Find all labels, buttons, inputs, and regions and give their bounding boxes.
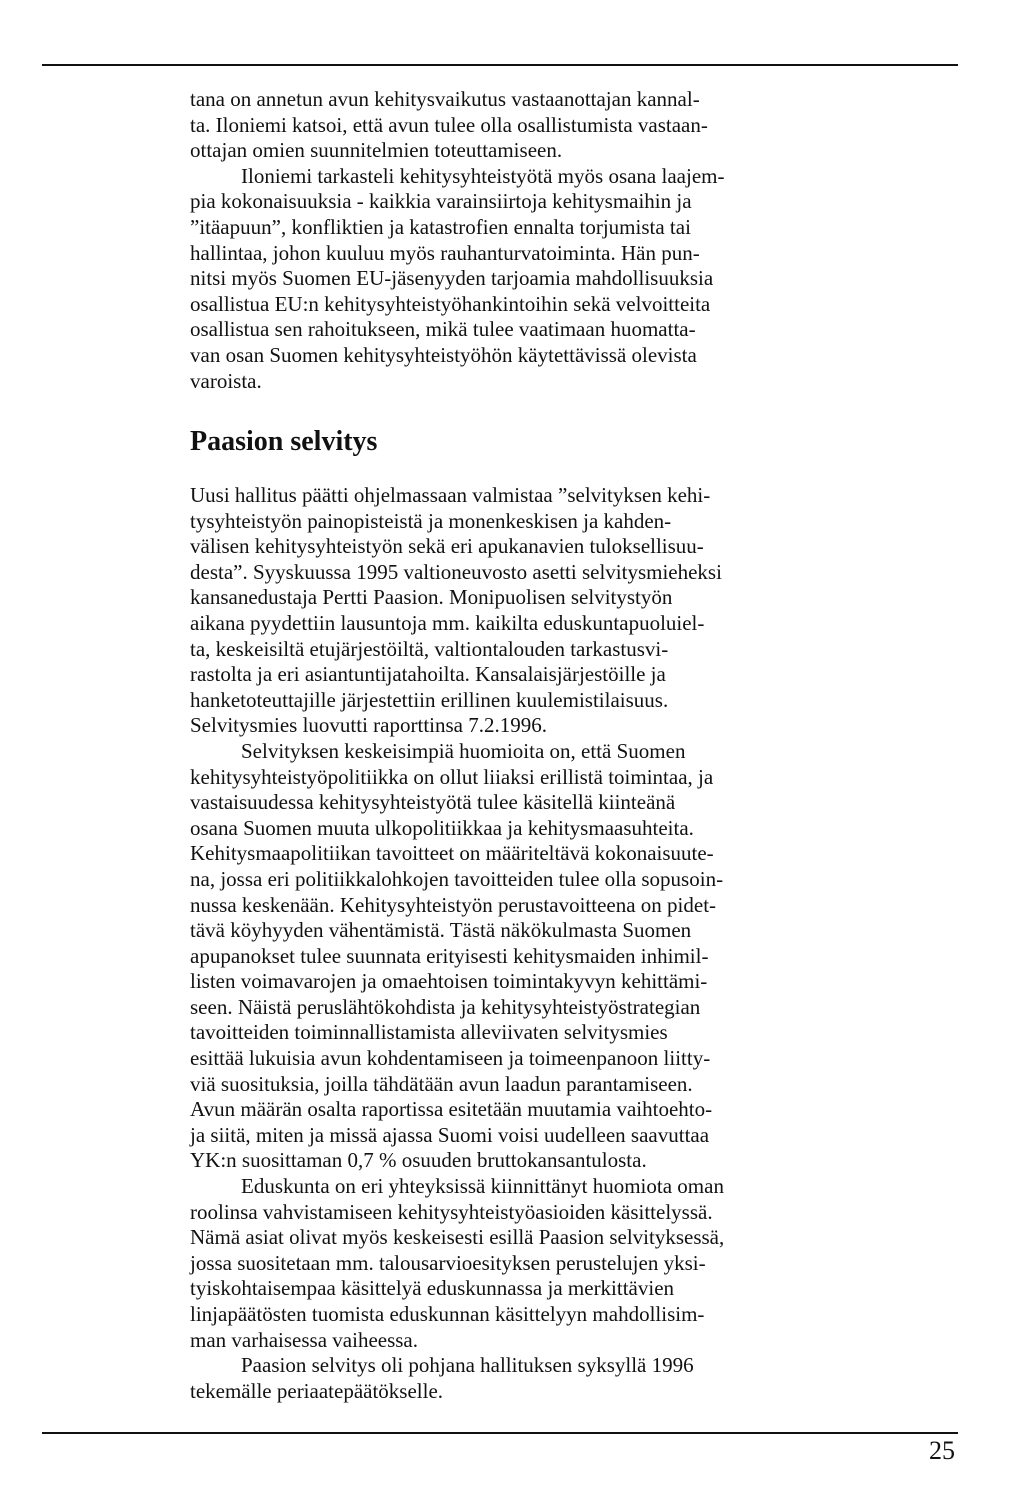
- top-rule: [42, 64, 958, 66]
- paragraph-1: [190, 87, 902, 164]
- text-line: Paasion selvitys oli pohjana hallituksen syksyllä 1996: [241, 1353, 694, 1378]
- text-line: aikana pyydettiin lausuntoja mm. kaikilta eduskuntapuoluiel-: [190, 610, 705, 635]
- text-line: Selvitysmies luovutti raporttinsa 7.2.1996.: [190, 713, 547, 738]
- text-line: osallistua sen rahoitukseen, mikä tulee vaatimaan huomatta-: [190, 317, 696, 342]
- text-line: osana Suomen muuta ulkopolitiikkaa ja kehitysmaasuhteita.: [190, 815, 694, 840]
- text-line: Eduskunta on eri yhteyksissä kiinnittänyt huomiota oman: [241, 1174, 724, 1199]
- paragraph-6: [190, 1353, 902, 1404]
- paragraph-5: [190, 1174, 902, 1353]
- bottom-rule: [42, 1432, 958, 1434]
- text-line: tavoitteiden toiminnallistamista alleviivaten selvitysmies: [190, 1020, 668, 1045]
- text-line: desta”. Syyskuussa 1995 valtioneuvosto asetti selvitysmieheksi: [190, 559, 722, 584]
- text-line: van osan Suomen kehitysyhteistyöhön käytettävissä olevista: [190, 342, 697, 367]
- text-line: nitsi myös Suomen EU-jäsenyyden tarjoamia mahdollisuuksia: [190, 266, 714, 291]
- text-line: tana on annetun avun kehitysvaikutus vastaanottajan kannal-: [190, 87, 700, 111]
- page-number: 25: [929, 1436, 955, 1465]
- paragraph-4: [190, 739, 902, 1174]
- text-line: hanketoteuttajille järjestettiin erillinen kuulemistilaisuus.: [190, 687, 669, 712]
- text-line: ottajan omien suunnitelmien toteuttamiseen.: [190, 138, 563, 163]
- text-line: tysyhteistyön painopisteistä ja monenkeskisen ja kahden-: [190, 508, 672, 533]
- section-heading: Paasion selvitys: [190, 426, 378, 457]
- text-line: osallistua EU:n kehitysyhteistyöhankintoihin sekä velvoitteita: [190, 291, 711, 316]
- paragraph-3: [190, 483, 902, 739]
- text-line: viä suosituksia, joilla tähdätään avun laadun parantamiseen.: [190, 1071, 693, 1096]
- text-line: Iloniemi tarkasteli kehitysyhteistyötä myös osana laajem-: [241, 163, 725, 188]
- text-line: ”itäapuun”, konfliktien ja katastrofien ennalta torjumista tai: [190, 214, 691, 239]
- text-line: seen. Näistä peruslähtökohdista ja kehitysyhteistyöstrategian: [190, 994, 701, 1019]
- text-line: esittää lukuisia avun kohdentamiseen ja toimeenpanoon liitty-: [190, 1046, 711, 1071]
- text-line: ta. Iloniemi katsoi, että avun tulee olla osallistumista vastaan-: [190, 112, 708, 137]
- text-line: pia kokonaisuuksia - kaikkia varainsiirtoja kehitysmaihin ja: [190, 189, 692, 214]
- continued-text-block: [190, 87, 902, 394]
- text-line: Selvityksen keskeisimpiä huomioita on, että Suomen: [241, 738, 686, 763]
- text-line: välisen kehitysyhteistyön sekä eri apukanavien tuloksellisuu-: [190, 534, 704, 559]
- text-line: kansanedustaja Pertti Paasion. Monipuolisen selvitystyön: [190, 585, 673, 610]
- text-line: nussa keskenään. Kehitysyhteistyön perustavoitteena on pidet-: [190, 892, 717, 917]
- section-text-block: [190, 483, 902, 1404]
- text-line: Kehitysmaapolitiikan tavoitteet on määriteltävä kokonaisuute-: [190, 841, 714, 866]
- text-line: vastaisuudessa kehitysyhteistyötä tulee käsitellä kiinteänä: [190, 790, 676, 815]
- text-line: tävä köyhyyden vähentämistä. Tästä näkökulmasta Suomen: [190, 918, 692, 943]
- text-line: listen voimavarojen ja omaehtoisen toimintakyvyn kehittämi-: [190, 969, 708, 994]
- text-line: ta, keskeisiltä etujärjestöiltä, valtiontalouden tarkastusvi-: [190, 636, 669, 661]
- text-line: Uusi hallitus päätti ohjelmassaan valmistaa ”selvityksen kehi-: [190, 483, 711, 507]
- text-line: hallintaa, johon kuuluu myös rauhanturvatoiminta. Hän pun-: [190, 240, 700, 265]
- text-line: na, jossa eri politiikkalohkojen tavoitteiden tulee olla sopusoin-: [190, 866, 724, 891]
- text-line: Nämä asiat olivat myös keskeisesti esillä Paasion selvityksessä,: [190, 1225, 725, 1250]
- text-line: man varhaisessa vaiheessa.: [190, 1327, 418, 1352]
- text-line: roolinsa vahvistamiseen kehitysyhteistyöasioiden käsittelyssä.: [190, 1199, 713, 1224]
- text-line: Avun määrän osalta raportissa esitetään muutamia vaihtoehto-: [190, 1097, 713, 1122]
- text-line: apupanokset tulee suunnata erityisesti kehitysmaiden inhimil-: [190, 943, 709, 968]
- text-line: jossa suositetaan mm. talousarvioesityksen perustelujen yksi-: [190, 1250, 706, 1275]
- text-line: linjapäätösten tuomista eduskunnan käsittelyyn mahdollisim-: [190, 1302, 705, 1326]
- text-line: YK:n suosittaman 0,7 % osuuden bruttokansantulosta.: [190, 1148, 647, 1173]
- text-line: varoista.: [190, 368, 262, 393]
- paragraph-2: [190, 164, 902, 394]
- text-line: ja siitä, miten ja missä ajassa Suomi voisi uudelleen saavuttaa: [190, 1122, 710, 1147]
- text-line: rastolta ja eri asiantuntijatahoilta. Kansalaisjärjestöille ja: [190, 662, 666, 687]
- text-line: tyiskohtaisempaa käsittelyä eduskunnassa ja merkittävien: [190, 1276, 675, 1301]
- text-line: tekemälle periaatepäätökselle.: [190, 1378, 444, 1403]
- text-line: kehitysyhteistyöpolitiikka on ollut liiaksi erillistä toimintaa, ja: [190, 764, 714, 789]
